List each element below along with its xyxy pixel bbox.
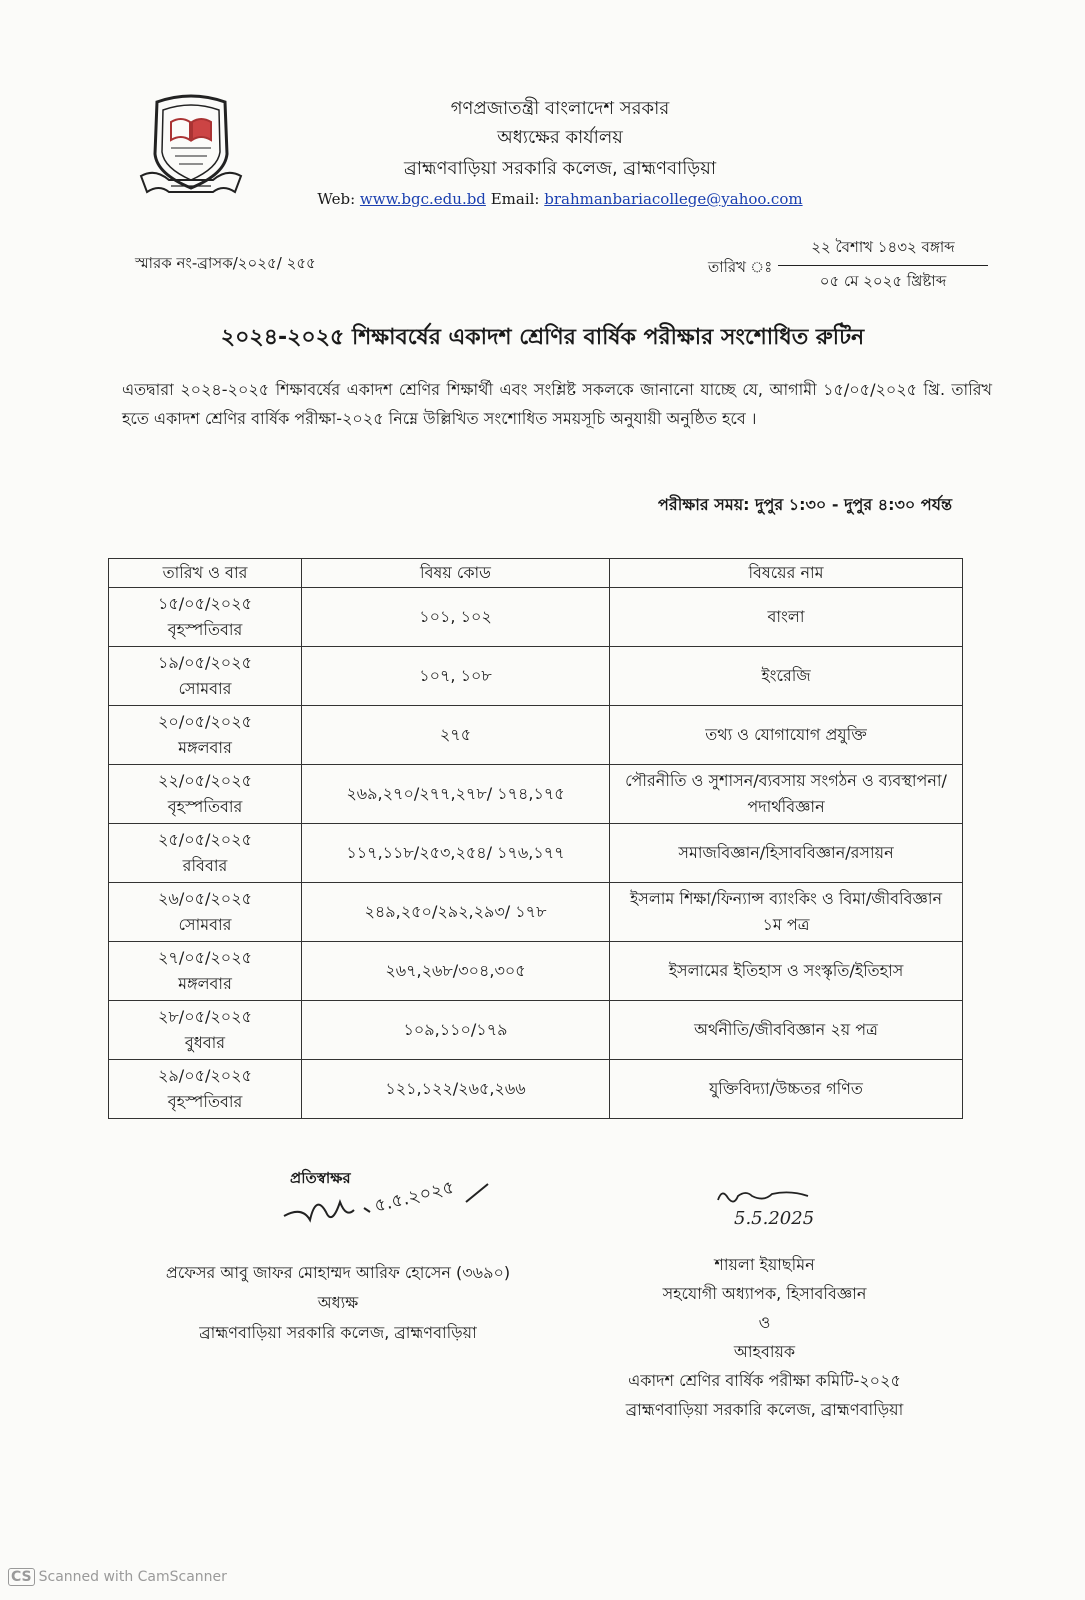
exam-day: বৃহস্পতিবার [167, 620, 243, 639]
exam-day: মঙ্গলবার [178, 738, 232, 757]
date-label: তারিখ ঃ [708, 258, 773, 276]
exam-date: ২৯/০৫/২০২৫ [158, 1066, 252, 1085]
table-row [109, 706, 963, 765]
date-day-cell [109, 1060, 302, 1119]
table-row [109, 883, 963, 942]
exam-date: ২২/০৫/২০২৫ [158, 771, 252, 790]
table-header-row [109, 559, 963, 588]
convener-conjunction: ও [758, 1313, 771, 1332]
exam-date: ২৫/০৫/২০২৫ [158, 830, 252, 849]
subject-name-cell: যুক্তিবিদ্যা/উচ্চতর গণিত [610, 1060, 963, 1119]
exam-day: বৃহস্পতিবার [167, 797, 243, 816]
subject-code-cell: ২৭৫ [302, 706, 610, 765]
date-day-cell [109, 942, 302, 1001]
date-day-cell [109, 1001, 302, 1060]
table-row [109, 824, 963, 883]
table-row [109, 942, 963, 1001]
principal-name: প্রফেসর আবু জাফর মোহাম্মদ আরিফ হোসেন (৩৬৯০) [165, 1263, 511, 1282]
convener-role: আহবায়ক [733, 1342, 796, 1361]
date-english: ০৫ মে ২০২৫ খ্রিষ্টাব্দ [819, 272, 947, 290]
exam-day: সোমবার [178, 679, 232, 698]
header-subject-name: বিষয়ের নাম [610, 559, 963, 588]
subject-code-cell: ১১৭,১১৮/২৫৩,২৫৪/ ১৭৬,১৭৭ [302, 824, 610, 883]
subject-name-cell: অর্থনীতি/জীববিজ্ঞান ২য় পত্র [610, 1001, 963, 1060]
subject-code-cell: ২৪৯,২৫০/২৯২,২৯৩/ ১৭৮ [302, 883, 610, 942]
exam-time: পরীক্ষার সময়: দুপুর ১:৩০ - দুপুর ৪:৩০ পর্যন্ত [658, 495, 952, 514]
subject-name-cell: ইংরেজি [610, 647, 963, 706]
countersign-label: প্রতিস্বাক্ষর [290, 1169, 351, 1187]
exam-date: ২০/০৫/২০২৫ [158, 712, 252, 731]
exam-date: ২৮/০৫/২০২৫ [158, 1007, 252, 1026]
document-title: ২০২৪-২০২৫ শিক্ষাবর্ষের একাদশ শ্রেণির বার্ষিক পরীক্ষার সংশোধিত রুটিন [220, 325, 865, 350]
exam-day: রবিবার [182, 856, 228, 875]
subject-name-cell: ইসলামের ইতিহাস ও সংস্কৃতি/ইতিহাস [610, 942, 963, 1001]
principal-signature-block [118, 1258, 558, 1348]
subject-name-cell: পৌরনীতি ও সুশাসন/ব্যবসায় সংগঠন ও ব্যবস্থাপনা/পদার্থবিজ্ঞান [610, 765, 963, 824]
convener-institution: ব্রাহ্মণবাড়িয়া সরকারি কলেজ, ব্রাহ্মণবাড়িয়া [625, 1400, 904, 1419]
scanner-text: Scanned with CamScanner [38, 1569, 227, 1585]
college-name: ব্রাহ্মণবাড়িয়া সরকারি কলেজ, ব্রাহ্মণবাড়িয়া [403, 158, 717, 179]
subject-code-cell: ১০৯,১১০/১৭৯ [302, 1001, 610, 1060]
signature-principal-icon [280, 1172, 495, 1234]
date-day-cell [109, 706, 302, 765]
subject-code-cell: ২৬৭,২৬৮/৩০৪,৩০৫ [302, 942, 610, 1001]
date-day-cell [109, 765, 302, 824]
contact-line [250, 190, 870, 208]
office-name: অধ্যক্ষের কার্যালয় [497, 127, 623, 148]
exam-date: ১৫/০৫/২০২৫ [158, 594, 252, 613]
exam-day: বুধবার [184, 1033, 226, 1052]
college-emblem-icon [135, 92, 247, 204]
govt-name: গণপ্রজাতন্ত্রী বাংলাদেশ সরকার [450, 98, 670, 119]
committee-name: একাদশ শ্রেণির বার্ষিক পরীক্ষা কমিটি-২০২৫ [628, 1371, 901, 1390]
notice-body: এতদ্বারা ২০২৪-২০২৫ শিক্ষাবর্ষের একাদশ শ্রেণির শিক্ষার্থী এবং সংশ্লিষ্ট সকলকে জানানো যাচ্ছে যে, আগামী ১৫/০৫/২০২৫ খ্রি. তারিখ হতে একাদশ শ্রেণির বার্ষিক পরীক্ষা-২০২৫ নিম্নে উল্লিখিত সংশোধিত সময়সূচি অনুযায়ী অনুষ্ঠিত হবে । [122, 380, 992, 428]
exam-day: সোমবার [178, 915, 232, 934]
email-link[interactable]: brahmanbariacollege@yahoo.com [544, 190, 803, 208]
subject-code-cell: ১২১,১২২/২৬৫,২৬৬ [302, 1060, 610, 1119]
memo-number: স্মারক নং-ব্রাসক/২০২৫/ ২৫৫ [135, 254, 316, 272]
exam-day: বৃহস্পতিবার [167, 1092, 243, 1111]
website-link[interactable]: www.bgc.edu.bd [359, 190, 486, 208]
email-label: Email: [490, 190, 540, 208]
exam-date: ২৭/০৫/২০২৫ [158, 948, 252, 967]
principal-designation: অধ্যক্ষ [317, 1293, 359, 1312]
subject-code-cell: ১০১, ১০২ [302, 588, 610, 647]
principal-institution: ব্রাহ্মণবাড়িয়া সরকারি কলেজ, ব্রাহ্মণবাড়িয়া [199, 1323, 477, 1342]
subject-code-cell: ১০৭, ১০৮ [302, 647, 610, 706]
date-day-cell [109, 883, 302, 942]
table-row [109, 647, 963, 706]
table-row [109, 765, 963, 824]
header-subject-code: বিষয় কোড [302, 559, 610, 588]
exam-date: ১৯/০৫/২০২৫ [158, 653, 252, 672]
date-block [778, 236, 988, 295]
date-day-cell [109, 824, 302, 883]
web-label: Web: [317, 190, 356, 208]
table-row [109, 588, 963, 647]
date-day-cell [109, 588, 302, 647]
convener-signature-date: 5.5.2025 [734, 1208, 815, 1229]
table-row [109, 1001, 963, 1060]
subject-name-cell: তথ্য ও যোগাযোগ প্রযুক্তি [610, 706, 963, 765]
subject-name-cell: ইসলাম শিক্ষা/ফিন্যান্স ব্যাংকিং ও বিমা/জীববিজ্ঞান ১ম পত্র [610, 883, 963, 942]
exam-routine-table [108, 558, 963, 1119]
subject-name-cell: বাংলা [610, 588, 963, 647]
principal-signature-date: ৫.৫.২০২৫ [372, 1176, 457, 1217]
convener-name: শায়লা ইয়াছমিন [714, 1255, 815, 1274]
camscanner-icon: CS [8, 1568, 35, 1586]
convener-signature-block [592, 1250, 937, 1424]
exam-date: ২৬/০৫/২০২৫ [158, 889, 252, 908]
signature-convener-icon [712, 1180, 862, 1232]
subject-name-cell: সমাজবিজ্ঞান/হিসাববিজ্ঞান/রসায়ন [610, 824, 963, 883]
convener-designation: সহযোগী অধ্যাপক, হিসাববিজ্ঞান [662, 1284, 867, 1303]
date-bangla: ২২ বৈশাখ ১৪৩২ বঙ্গাব্দ [778, 236, 988, 266]
exam-day: মঙ্গলবার [178, 974, 232, 993]
subject-code-cell: ২৬৯,২৭০/২৭৭,২৭৮/ ১৭৪,১৭৫ [302, 765, 610, 824]
scanner-watermark [8, 1568, 227, 1586]
table-row [109, 1060, 963, 1119]
date-day-cell [109, 647, 302, 706]
header-date-day: তারিখ ও বার [109, 559, 302, 588]
